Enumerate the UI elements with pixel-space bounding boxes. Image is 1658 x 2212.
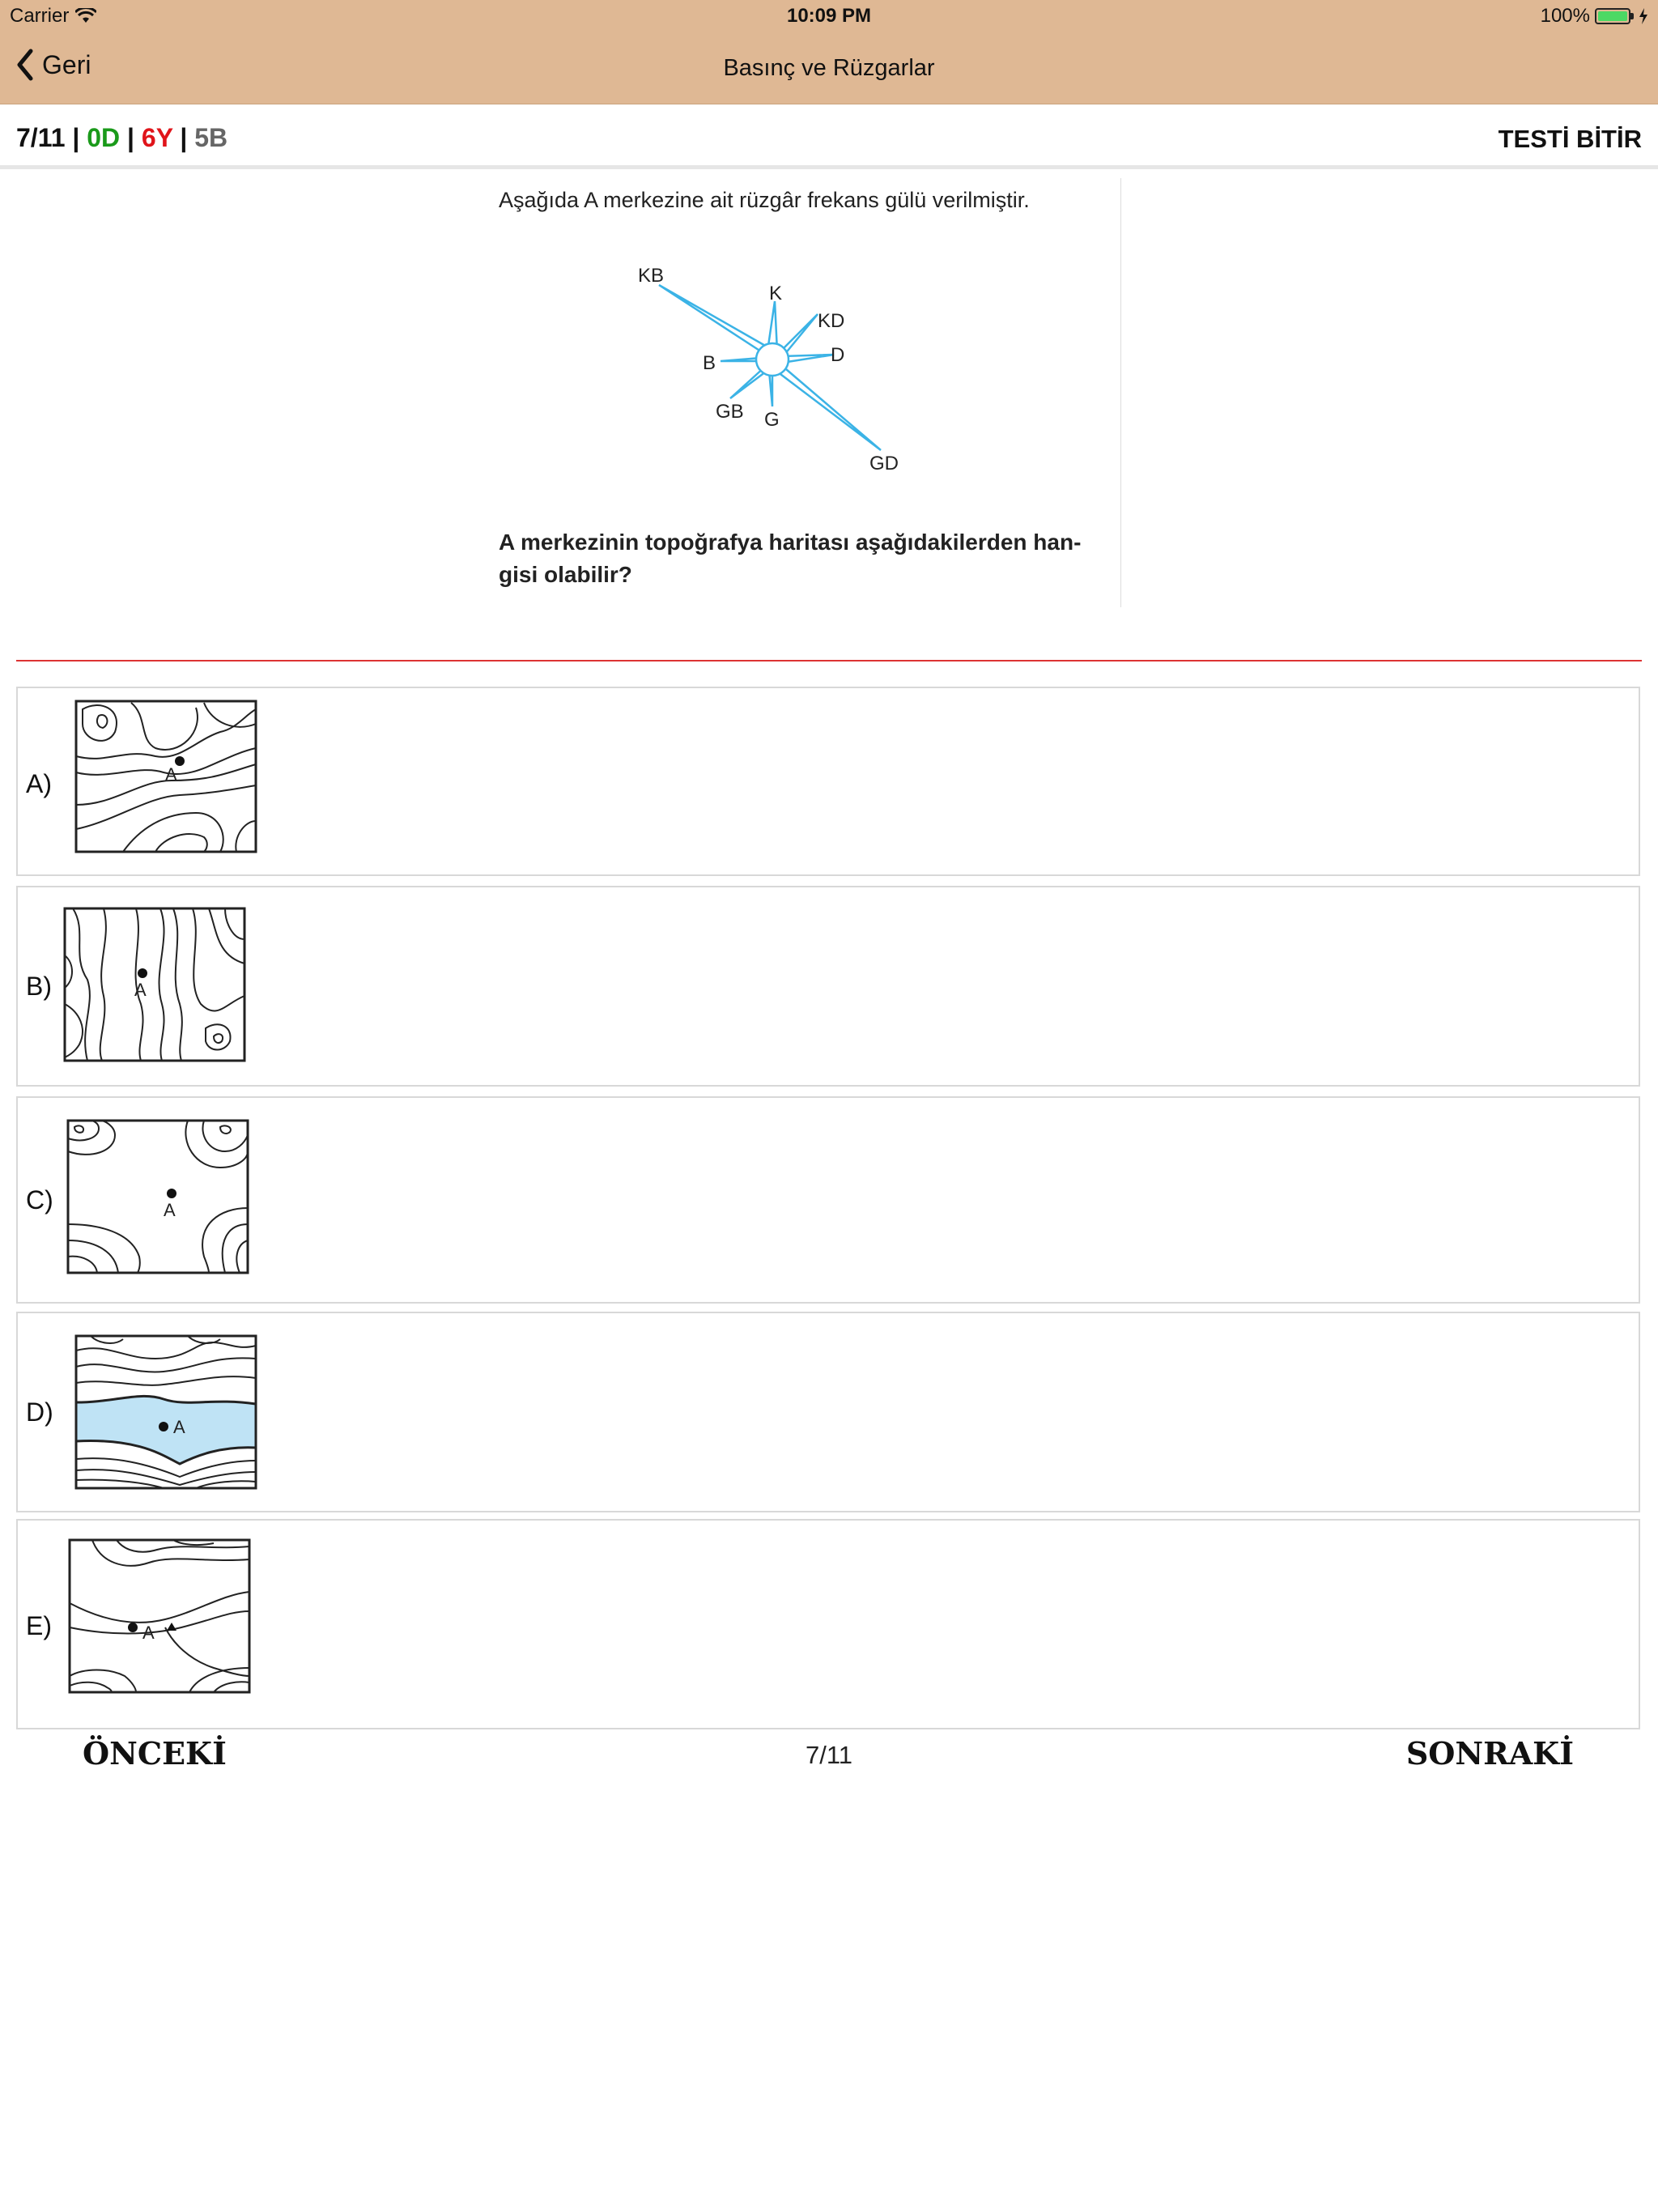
wind-label-kb: KB [638, 265, 665, 287]
point-a-label: A [165, 764, 177, 785]
battery-percent: 100% [1540, 5, 1590, 27]
wind-label-k: K [769, 283, 783, 304]
status-bar [0, 0, 1658, 34]
wind-label-g: G [764, 409, 780, 431]
score-bar [0, 105, 1658, 169]
option-label: D) [26, 1397, 53, 1427]
option-b[interactable] [16, 886, 1640, 1087]
previous-button[interactable]: ÖNCEKİ [83, 1735, 227, 1772]
separator: | [127, 123, 134, 152]
progress-count: 7/11 [16, 123, 66, 152]
wind-label-d: D [831, 344, 845, 366]
option-a[interactable] [16, 687, 1640, 876]
topographic-map-d [74, 1334, 257, 1490]
wind-label-b: B [703, 352, 716, 374]
topographic-map-e [68, 1538, 251, 1694]
battery-info [1541, 5, 1648, 28]
point-a-label: A [142, 1623, 155, 1643]
next-button[interactable]: SONRAKİ [1405, 1735, 1574, 1772]
wind-label-gb: GB [716, 401, 744, 423]
separator: | [180, 123, 188, 152]
point-a-label: A [173, 1417, 185, 1437]
page-title: Basınç ve Rüzgarlar [723, 55, 935, 81]
question-line-1: A merkezinin topoğrafya haritası aşağıdakilerden han- [499, 530, 1082, 555]
question-divider [16, 660, 1642, 661]
score-summary [16, 123, 227, 153]
blank-count: 5B [194, 123, 228, 152]
page-indicator: 7/11 [805, 1741, 853, 1769]
topographic-map-a [74, 700, 257, 853]
carrier-label: Carrier [10, 5, 70, 27]
question-intro: Aşağıda A merkezine ait rüzgâr frekans gülü verilmiştir. [499, 188, 1030, 212]
back-label: Geri [42, 49, 91, 79]
question-panel [481, 178, 1121, 607]
point-a-label: A [164, 1200, 176, 1220]
wind-label-gd: GD [869, 453, 899, 474]
option-label: C) [26, 1185, 53, 1214]
question-line-2: gisi olabilir? [499, 562, 632, 587]
option-label: E) [26, 1611, 52, 1640]
wind-rose-diagram [481, 178, 1120, 518]
point-a-label: A [134, 980, 147, 1000]
navigation-bar [0, 34, 1658, 104]
wind-label-kd: KD [818, 310, 845, 332]
correct-count: 0D [87, 123, 121, 152]
question-text [499, 526, 1081, 591]
option-d[interactable] [16, 1312, 1640, 1512]
topographic-map-b [63, 907, 246, 1062]
option-label: A) [26, 769, 52, 798]
option-c[interactable] [16, 1096, 1640, 1304]
charging-icon [1639, 8, 1648, 24]
option-e[interactable] [16, 1519, 1640, 1729]
separator: | [72, 123, 80, 152]
wrong-count: 6Y [141, 123, 173, 152]
battery-icon [1595, 8, 1630, 24]
finish-test-button[interactable]: TESTİ BİTİR [1498, 125, 1642, 153]
clock: 10:09 PM [786, 5, 872, 27]
topographic-map-c [66, 1119, 249, 1274]
option-label: B) [26, 972, 52, 1001]
